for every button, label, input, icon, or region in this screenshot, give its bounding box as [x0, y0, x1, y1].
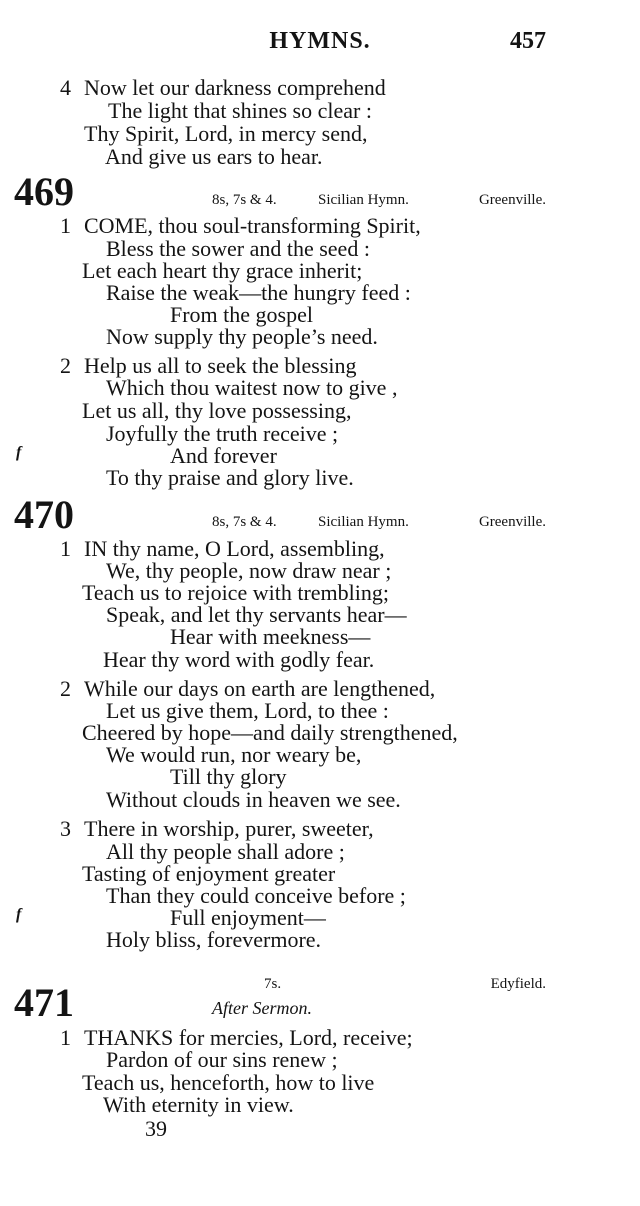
- verse-line: Which thou waitest now to give ,: [106, 375, 398, 400]
- hymn-tune: Greenville.: [478, 192, 546, 208]
- verse-line: Let us all, thy love possessing,: [82, 398, 352, 423]
- stanza-number: 3: [60, 816, 71, 841]
- verse-line: Now supply thy people’s need.: [106, 324, 378, 349]
- verse-line: And give us ears to hear.: [105, 144, 323, 169]
- verse-line: Thy Spirit, Lord, in mercy send,: [84, 121, 368, 146]
- hymn-number: 469: [14, 169, 74, 214]
- verse-line: Help us all to seek the blessing: [84, 353, 357, 378]
- verse-line: There in worship, purer, sweeter,: [84, 816, 374, 841]
- stanza-number: 1: [60, 213, 71, 238]
- verse-line: Speak, and let thy servants hear—: [106, 602, 407, 627]
- verse-line: Holy bliss, forevermore.: [106, 927, 322, 952]
- hymn-meter: 8s, 7s & 4.: [212, 514, 277, 530]
- verse-line: Pardon of our sins renew ;: [106, 1047, 338, 1072]
- stanza-number: 1: [60, 1025, 71, 1050]
- running-title: HYMNS.: [269, 28, 371, 54]
- verse-line: We, thy people, now draw near ;: [106, 558, 392, 583]
- hymn-tune: Edyfield.: [490, 976, 546, 992]
- verse-line: And forever: [170, 443, 277, 468]
- page-number: 457: [510, 28, 546, 54]
- verse-line: Hear with meekness—: [170, 624, 371, 649]
- verse-line: We would run, nor weary be,: [106, 742, 362, 767]
- verse-line: Cheered by hope—and daily strengthened,: [82, 720, 458, 745]
- hymn-meter: 7s.: [264, 976, 282, 992]
- verse-line: Joyfully the truth receive ;: [106, 421, 339, 446]
- stanza-number: 2: [60, 353, 71, 378]
- hymn-tune: Greenville.: [478, 514, 546, 530]
- verse-line: Let us give them, Lord, to thee :: [106, 698, 389, 723]
- verse-line: Full enjoyment—: [170, 905, 326, 930]
- verse-line: Hear thy word with godly fear.: [103, 647, 375, 672]
- verse-line: Teach us to rejoice with trembling;: [82, 580, 389, 605]
- dynamic-marking: f: [16, 906, 22, 923]
- verse-line: Raise the weak—the hungry feed :: [106, 280, 411, 305]
- verse-line: Than they could conceive before ;: [106, 883, 406, 908]
- hymn-number: 470: [14, 492, 74, 537]
- verse-line: IN thy name, O Lord, assembling,: [84, 536, 385, 561]
- verse-line: From the gospel: [170, 302, 313, 327]
- hymn-number: 471: [14, 980, 74, 1025]
- hymn-tune-name: Sicilian Hymn.: [318, 514, 409, 530]
- verse-line: Bless the sower and the seed :: [106, 236, 370, 261]
- verse-line: Teach us, henceforth, how to live: [82, 1070, 375, 1095]
- hymn-tune-name: Sicilian Hymn.: [318, 192, 409, 208]
- verse-line: Now let our darkness comprehend: [84, 75, 386, 100]
- verse-line: With eternity in view.: [103, 1092, 294, 1117]
- stanza-number: 2: [60, 676, 71, 701]
- stanza-number: 1: [60, 536, 71, 561]
- verse-line: While our days on earth are lengthened,: [84, 676, 436, 701]
- signature-mark: 39: [145, 1116, 167, 1141]
- verse-line: Without clouds in heaven we see.: [106, 787, 401, 812]
- verse-line: Till thy glory: [170, 764, 287, 789]
- verse-line: THANKS for mercies, Lord, receive;: [84, 1025, 413, 1050]
- dynamic-marking: f: [16, 444, 22, 461]
- verse-line: Tasting of enjoyment greater: [82, 861, 336, 886]
- verse-line: Let each heart thy grace inherit;: [82, 258, 363, 283]
- verse-line: All thy people shall adore ;: [106, 839, 345, 864]
- hymn-meter: 8s, 7s & 4.: [212, 192, 277, 208]
- verse-line: COME, thou soul-transforming Spirit,: [84, 213, 421, 238]
- hymn-occasion: After Sermon.: [212, 998, 312, 1018]
- stanza-number: 4: [60, 75, 71, 100]
- verse-line: The light that shines so clear :: [108, 98, 372, 123]
- verse-line: To thy praise and glory live.: [106, 465, 354, 490]
